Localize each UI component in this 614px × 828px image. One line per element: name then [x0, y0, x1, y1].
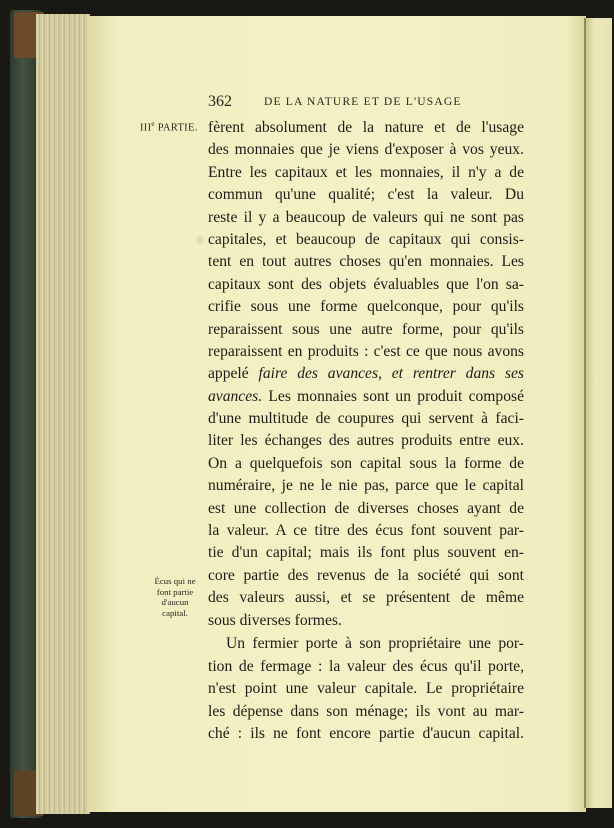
margin-note-line: Écus qui ne: [154, 576, 196, 586]
text-line: n'est point une valeur capitale. Le propriétaire: [208, 680, 524, 698]
page-header: [208, 93, 522, 113]
part-label-sup: e: [151, 120, 155, 128]
text-line: crifie sous une forme quelconque, pour qu'ils: [208, 298, 524, 316]
text-line: capitaux sont des objets évaluables que l'on sa-: [208, 275, 524, 293]
text-run: Les monnaies sont un produit composé: [262, 387, 524, 405]
part-label: [140, 120, 198, 134]
text-line: les dépense dans son ménage; ils vont au mar-: [208, 702, 524, 720]
text-line: commun qu'une qualité; c'est la valeur. Du: [208, 186, 524, 204]
page-number: 362: [208, 93, 232, 110]
page-stack-edges: [36, 14, 90, 814]
italic-run: avances.: [208, 387, 263, 405]
italic-run: faire des avances, et rentrer dans ses: [258, 365, 524, 383]
text-line: On a quelquefois son capital sous la forme de: [208, 454, 524, 472]
text-run: appelé: [208, 365, 259, 383]
text-line: d'une multitude de coupures qui servent à faci-: [208, 410, 524, 428]
text-line: [208, 386, 524, 408]
running-title: DE LA NATURE ET DE L'USAGE: [264, 96, 462, 108]
text-line: la valeur. A ce titre des écus font souvent par-: [208, 522, 524, 540]
text-line: sous diverses formes.: [208, 611, 342, 629]
text-line: Entre les capitaux et les monnaies, il n'y a de: [208, 163, 524, 181]
part-label-rest: PARTIE.: [154, 122, 198, 134]
text-line: tent en tout autres choses qu'en monnaies. Les: [208, 253, 524, 271]
text-line: des valeurs aussi, et se présentent de même: [208, 589, 524, 607]
text-line: reparaissent en produits : c'est ce que nous avons: [208, 342, 524, 360]
text-line: tie d'un capital; mais ils font plus souvent en-: [208, 544, 524, 562]
part-label-numeral: III: [140, 122, 152, 134]
ink-spot: [196, 236, 204, 244]
text-line: numéraire, je ne le nie pas, parce que le capital: [208, 477, 524, 495]
text-line: Un fermier porte à son propriétaire une por-: [226, 635, 524, 653]
facing-page-edge: [586, 18, 612, 808]
margin-note-line: d'aucun: [161, 597, 189, 608]
text-line: des monnaies que je viens d'exposer à vos yeux.: [208, 141, 524, 159]
text-line: capitales, et beaucoup de capitaux qui consis-: [208, 230, 524, 248]
text-line: est une collection de diverses choses ayant de: [208, 499, 524, 517]
text-line: ché : ils ne font encore partie d'aucun capital.: [208, 725, 524, 743]
text-line: tion de fermage : la valeur des écus qu'il porte,: [208, 657, 524, 675]
text-line: [208, 363, 524, 385]
margin-note-line: font partie: [156, 586, 194, 597]
text-line: reste il y a beaucoup de valeurs qui ne sont pas: [208, 208, 524, 226]
body-text: [208, 117, 524, 745]
margin-note: [144, 576, 206, 618]
text-line: liter les échanges des autres produits entre eux.: [208, 432, 524, 450]
text-line: core partie des revenus de la société qui sont: [208, 566, 524, 584]
text-line: fèrent absolument de la nature et de l'usage: [208, 119, 524, 136]
text-line: reparaissent sous une autre forme, pour qu'ils: [208, 320, 524, 338]
margin-note-line: capital.: [162, 607, 188, 618]
